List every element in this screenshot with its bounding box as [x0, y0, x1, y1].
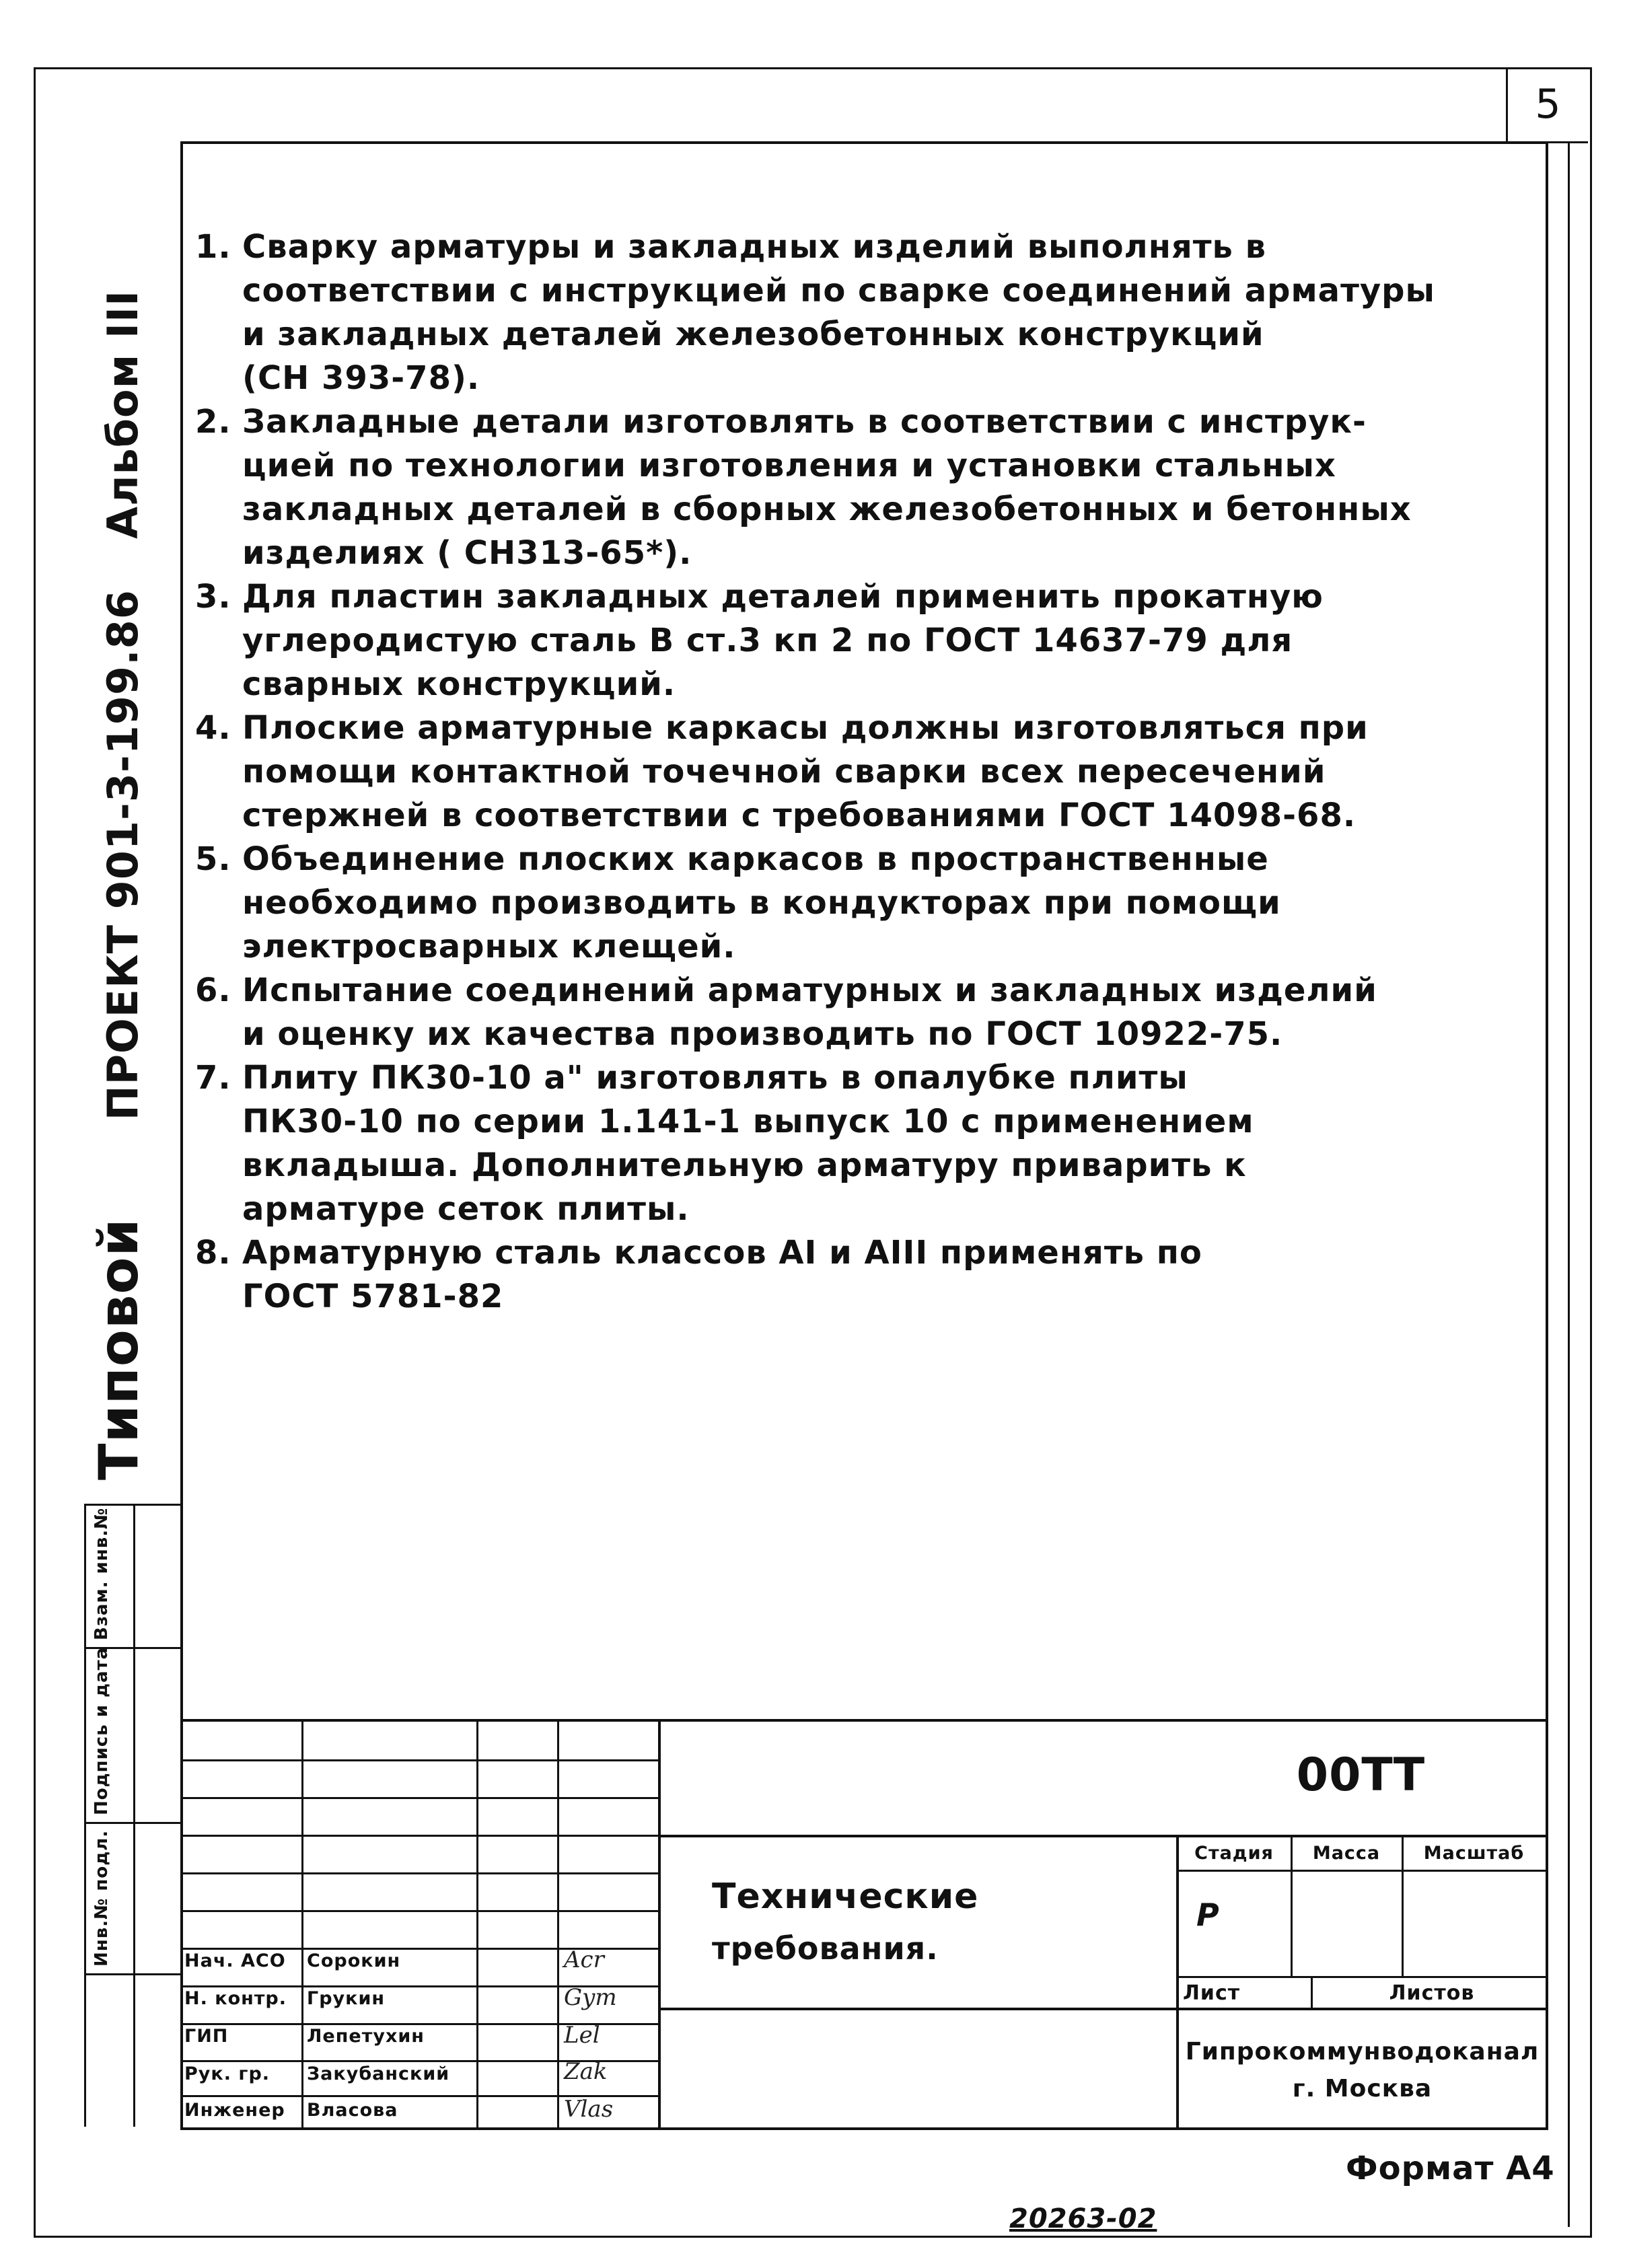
side-stamp [84, 1504, 182, 2127]
note-2: 2. Закладные детали изготовлять в соответствии с инструк- цией по технологии изготовления и установки стальных закладных деталей в сборных железобетонных и бетонных изделиях ( СН313-65*). [195, 403, 1412, 572]
list-label: Лист [1183, 1981, 1241, 2005]
org-name: Гипрокоммунводоканал [1185, 2038, 1540, 2065]
note-3: 3. Для пластин закладных деталей применить прокатную углеродистую сталь В ст.3 кп 2 по ГОСТ 14637-79 для сварных конструкций. [195, 578, 1324, 703]
massa-label: Масса [1312, 1843, 1381, 1864]
side-title-project: ПРОЕКТ 901-3-199.86 [98, 589, 147, 1121]
person-role: Н. контр. [184, 1988, 287, 2009]
page-number: 5 [1535, 81, 1561, 128]
side-stamp-podpis: Подпись и дата [92, 1646, 112, 1815]
format-label: Формат А4 [1346, 2150, 1555, 2187]
page-number-box [1506, 67, 1588, 143]
person-name: Лепетухин [307, 2026, 425, 2047]
signature: Zak [564, 2058, 608, 2085]
signature: Vlas [564, 2096, 614, 2123]
side-title-prefix: Типовой [87, 1218, 150, 1480]
listov-label: Листов [1389, 1981, 1475, 2005]
note-8: 8. Арматурную сталь классов АI и АIII применять по ГОСТ 5781-82 [195, 1234, 1202, 1315]
side-stamp-inv-podl: Инв.№ подл. [92, 1829, 112, 1967]
person-role: Рук. гр. [184, 2063, 270, 2084]
doc-title-line2: требования. [712, 1930, 939, 1967]
side-stamp-inv-zam: Взам. инв.№ [92, 1507, 112, 1640]
person-name: Власова [307, 2100, 398, 2121]
note-4: 4. Плоские арматурные каркасы должны изготовляться при помощи контактной точечной сварки всех пересечений стержней в соответствии с требованиями ГОСТ 14098-68. [195, 709, 1369, 834]
signature: Gym [564, 1984, 617, 2011]
signature: Lel [564, 2022, 600, 2049]
technical-notes [195, 225, 1507, 1319]
person-name: Закубанский [307, 2063, 450, 2084]
person-role: ГИП [184, 2026, 229, 2047]
person-role: Нач. АСО [184, 1950, 286, 1971]
note-1: 1. Сварку арматуры и закладных изделий выполнять в соответствии с инструкцией по сварке соединений арматуры и закладных деталей железобетонных конструкций (СН 393-78). [195, 228, 1435, 397]
note-5: 5. Объединение плоских каркасов в пространственные необходимо производить в кондукторах при помощи электросварных клещей. [195, 840, 1281, 965]
title-block [180, 1719, 1546, 2130]
doc-title-line1: Технические [712, 1876, 979, 1917]
stadia-label: Стадия [1194, 1843, 1274, 1864]
masshtab-label: Масштаб [1423, 1843, 1525, 1864]
org-city: г. Москва [1292, 2075, 1433, 2102]
person-name: Сорокин [307, 1950, 401, 1971]
side-title [87, 290, 150, 1480]
stadia-value: Р [1196, 1897, 1220, 1933]
bottom-code: 20263-02 [1009, 2203, 1157, 2234]
note-6: 6. Испытание соединений арматурных и закладных изделий и оценку их качества производить по ГОСТ 10922-75. [195, 972, 1377, 1053]
doc-code: 00ТТ [1296, 1749, 1426, 1802]
signature: Acr [564, 1946, 604, 1973]
person-role: Инженер [184, 2100, 285, 2121]
person-name: Грукин [307, 1988, 386, 2009]
note-7: 7. Плиту ПК30-10 а" изготовлять в опалубке плиты ПК30-10 по серии 1.141-1 выпуск 10 с применением вкладыша. Дополнительную арматуру приварить к арматуре сеток плиты. [195, 1059, 1254, 1228]
side-title-album: Альбом III [98, 289, 147, 539]
frame-right-double [1568, 141, 1570, 2227]
